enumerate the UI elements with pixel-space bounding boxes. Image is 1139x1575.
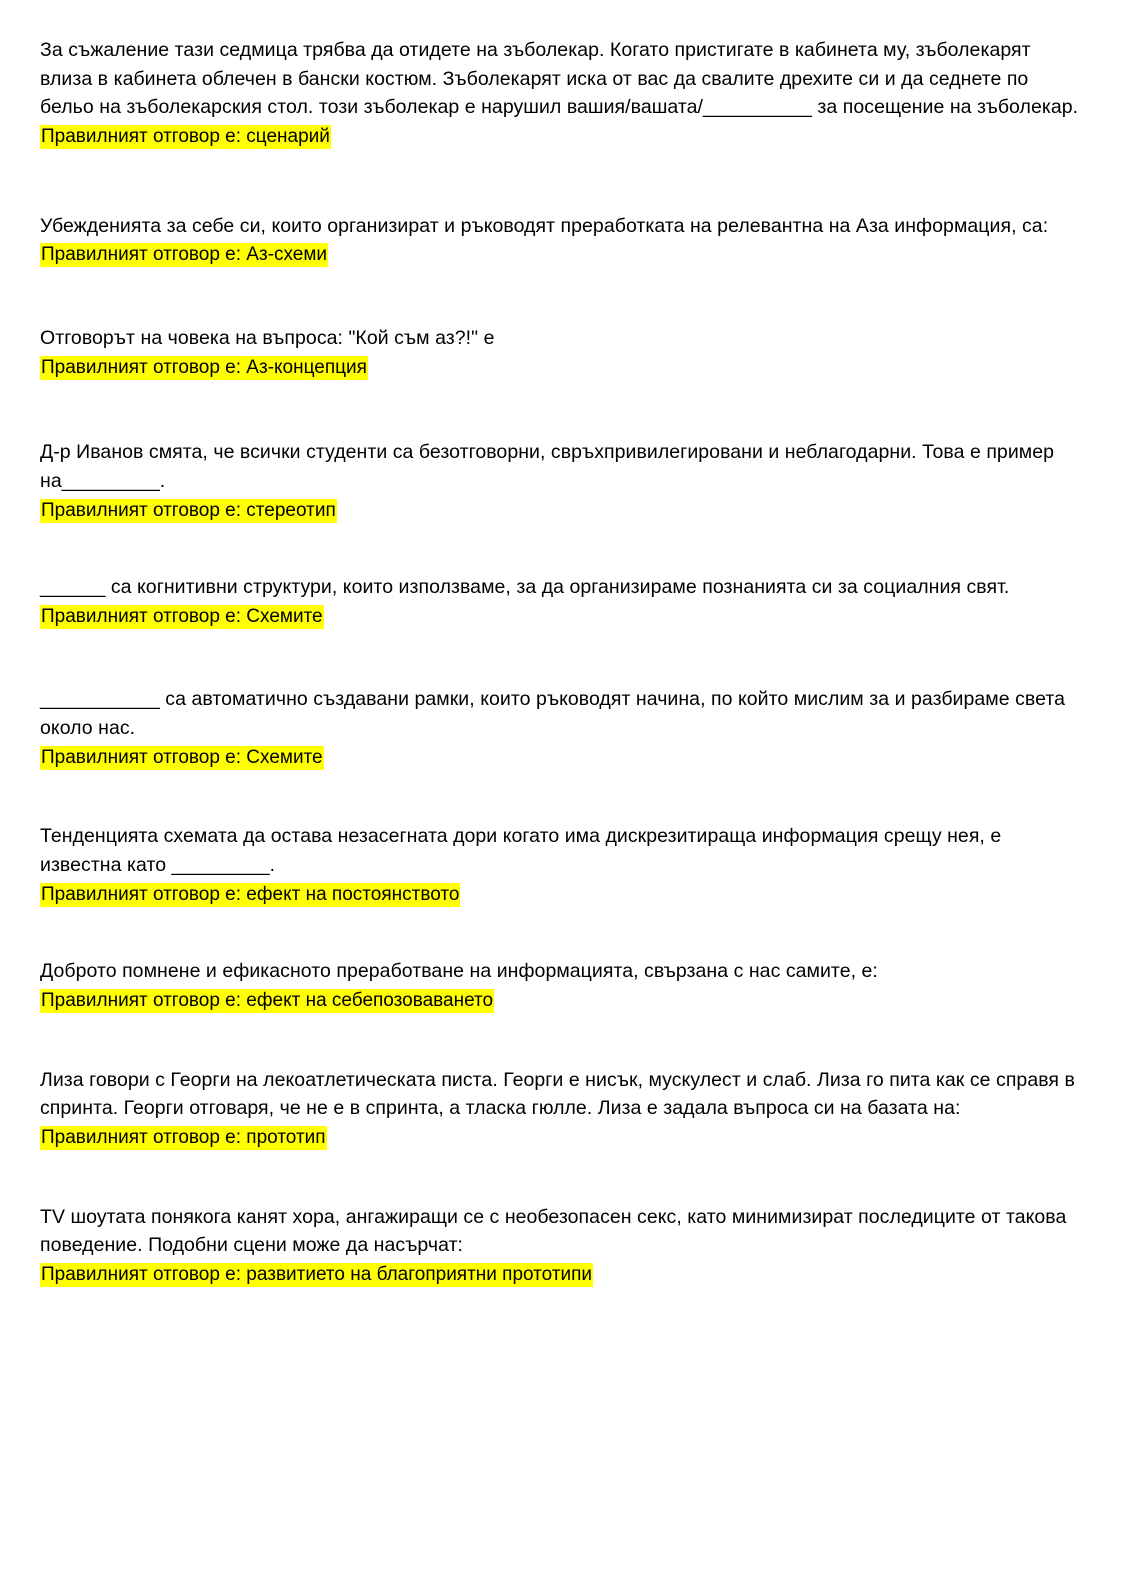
- question-text: Убежденията за себе си, които организират и ръководят преработката на релевантна на Аза информация, са:: [40, 214, 1049, 237]
- answer-line: [40, 498, 1084, 524]
- question-text: Тенденцията схемата да остава незасегната дори когато има дискрезитираща информация срещу нея, е известна като _________.: [40, 825, 1002, 877]
- answer-text: Правилният отговор е: ефект на постоянството: [41, 883, 460, 905]
- block-spacer: [40, 380, 1084, 438]
- answer-text: Правилният отговор е: ефект на себепозоваването: [41, 990, 494, 1012]
- qa-block-3: [40, 324, 1084, 380]
- answer-text: Правилният отговор е: Аз-концепция: [41, 356, 367, 378]
- block-spacer: [40, 629, 1084, 685]
- qa-block-8: [40, 957, 1084, 1013]
- answer-line: [40, 355, 1084, 381]
- question-text: Лиза говори с Георги на лекоатлетическата писта. Георги е нисък, мускулест и слаб. Лиза го пита как се справя в спринта. Георги отговаря, че не е в спринта, а тласка гюлле. Лиза е задала въпроса си на базата на:: [40, 1068, 1075, 1120]
- answer-line: [40, 124, 1084, 150]
- qa-block-5: [40, 573, 1084, 629]
- block-spacer: [40, 150, 1084, 212]
- question-text: Отговорът на човека на въпроса: "Кой съм аз?!" е: [40, 326, 495, 349]
- answer-line: [40, 604, 1084, 630]
- qa-block-4: [40, 438, 1084, 523]
- qa-block-1: [40, 36, 1084, 150]
- block-spacer: [40, 1151, 1084, 1203]
- answer-text: Правилният отговор е: сценарий: [41, 125, 330, 147]
- answer-text: Правилният отговор е: стереотип: [41, 499, 336, 521]
- block-spacer: [40, 268, 1084, 324]
- qa-block-7: [40, 822, 1084, 907]
- qa-block-10: [40, 1203, 1084, 1288]
- question-text: Доброто помнене и ефикасното преработване на информацията, свързана с нас самите, е:: [40, 960, 878, 983]
- question-text: ___________ са автоматично създавани рамки, които ръководят начина, по който мислим за и разбираме света около нас.: [40, 688, 1066, 740]
- answer-text: Правилният отговор е: прототип: [41, 1126, 326, 1148]
- block-spacer: [40, 1014, 1084, 1066]
- answer-text: Правилният отговор е: Схемите: [41, 746, 323, 768]
- question-text: TV шоутата понякога канят хора, ангажиращи се с необезопасен секс, като минимизират последиците от такова поведение. Подобни сцени може да насърчат:: [40, 1205, 1067, 1257]
- block-spacer: [40, 523, 1084, 573]
- question-text: За съжаление тази седмица трябва да отидете на зъболекар. Когато пристигате в кабинета му, зъболекарят влиза в кабинета облечен в бански костюм. Зъболекарят иска от вас да свалите дрехите си и да седнете по бельо на зъболекарския стол. този зъболекар е нарушил вашия/вашата/__________ за посещение на зъболекар.: [40, 39, 1079, 119]
- block-spacer: [40, 907, 1084, 957]
- qa-block-6: [40, 685, 1084, 770]
- answer-line: [40, 988, 1084, 1014]
- answer-line: [40, 1262, 1084, 1288]
- block-spacer: [40, 770, 1084, 822]
- qa-block-9: [40, 1066, 1084, 1151]
- answer-text: Правилният отговор е: Схемите: [41, 605, 323, 627]
- answer-text: Правилният отговор е: развитието на благоприятни прототипи: [41, 1263, 593, 1285]
- question-text: ______ са когнитивни структури, които използваме, за да организираме познанията си за социалния свят.: [40, 576, 1010, 599]
- answer-line: [40, 882, 1084, 908]
- qa-block-2: [40, 212, 1084, 268]
- answer-line: [40, 242, 1084, 268]
- answer-line: [40, 1125, 1084, 1151]
- question-text: Д-р Иванов смята, че всички студенти са безотговорни, свръхпривилегировани и неблагодарни. Това е пример на_________.: [40, 441, 1055, 492]
- answer-line: [40, 745, 1084, 771]
- answer-text: Правилният отговор е: Аз-схеми: [41, 244, 328, 266]
